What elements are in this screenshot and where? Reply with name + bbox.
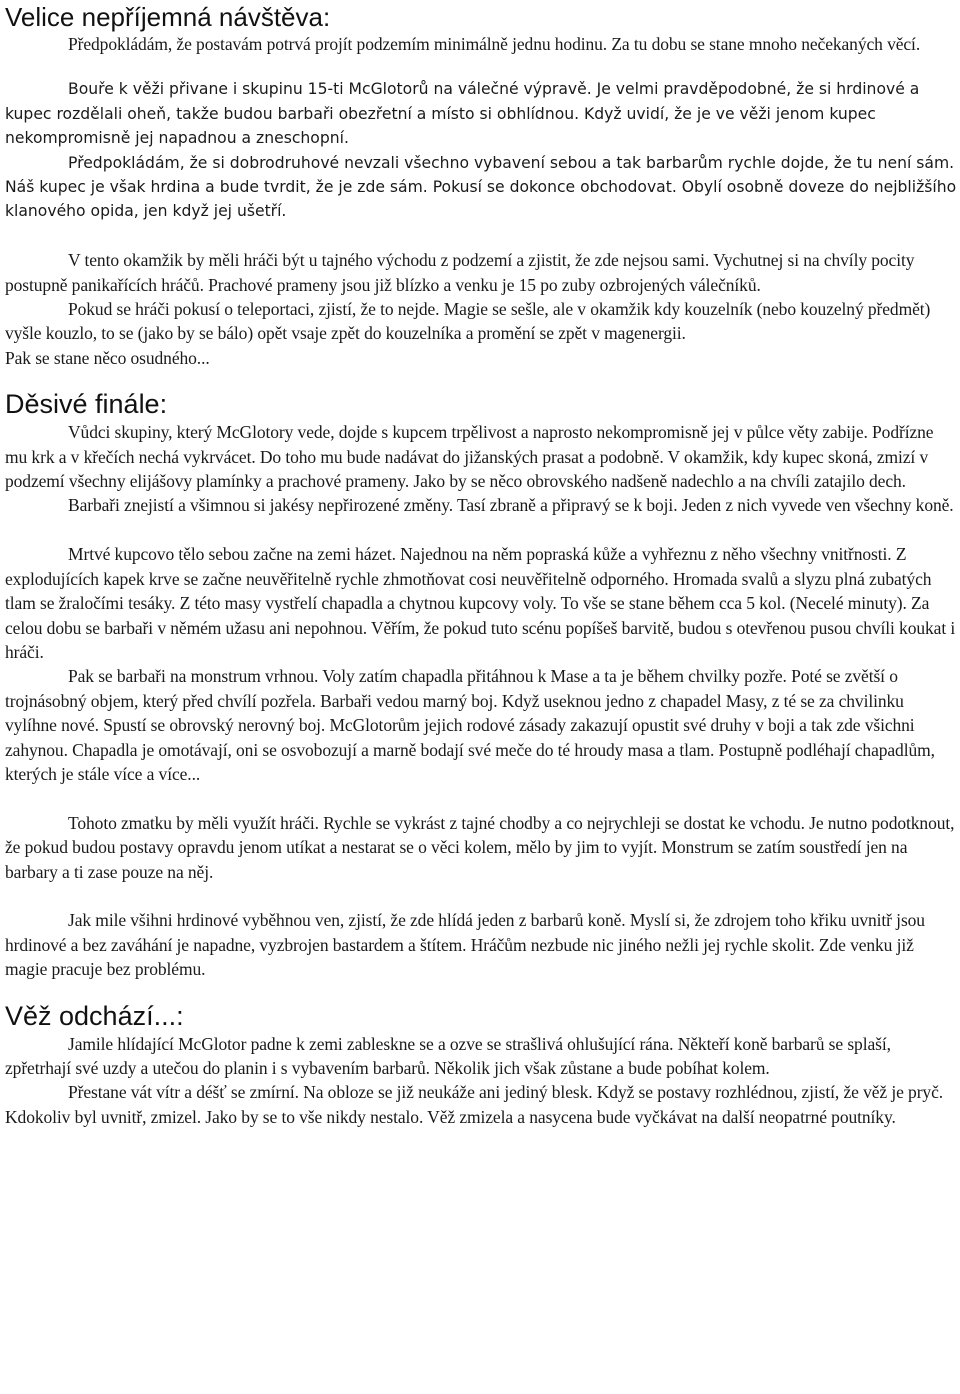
paragraph: Přestane vát vítr a déšť se zmírní. Na obloze se již neukáže ani jediný blesk. Když se postavy rozhlédnou, zjistí, že věž je pryč. Kdokoliv byl uvnitř, zmizel. Jako by se to vše nikdy nestalo. Věž zmizela a nasycena bude vyčkávat na další neopatrné poutníky. (5, 1082, 944, 1127)
paragraph: Pak se stane něco osudného... (5, 347, 210, 368)
paragraph: Předpokládám, že si dobrodruhové nevzali všechno vybavení sebou a tak barbarům rychle dojde, že tu není sám. Náš kupec je však hrdina a bude tvrdit, že je zde sám. Pokusí se dokonce obchodovat. Obylí osobně doveze do nejbližšího klanového opida, jen když jej ušetří. (5, 153, 957, 221)
paragraph: Vůdci skupiny, který McGlotory vede, dojde s kupcem trpělivost a naprosto nekompromisně jej v půlce věty zabije. Podřízne mu krk a v křečích nechá vykrvácet. Do toho mu bude nadávat do jižanských prasat a podobně. V okamžik, kdy kupec skoná, zmizí v podzemí všechny elijášovy plamínky a prachové prameny. Jako by se něco obrovského nadšeně nadechlo a na chvíli zatajilo dech. (5, 422, 934, 492)
paragraph: Mrtvé kupcovo tělo sebou začne na zemi házet. Najednou na něm popraská kůže a vyhřeznu z něho všechny vnitřnosti. Z explodujících kapek krve se začne neuvěřitelně rychle zhmotňovat cosi neuvěřitelně odporného. Hromada svalů a slyzu plná zubatých tlam se žraločími tesáky. Z této masy vystřelí chapadla a chytnou kupcovy voly. To vše se stane během cca 5 kol. (Necelé minuty). Za celou dobu se barbaři v němém užasu ani nepohnou. Věřím, že pokud tuto scénu popíšeš barvitě, budou s otevřenou pusou chvíli koukat i hráči. (5, 544, 956, 662)
paragraph: Barbaři znejistí a všimnou si jakésy nepřirozené změny. Tasí zbraně a připravý se k boji. Jeden z nich vyvede ven všechny koně. (68, 495, 954, 516)
paragraph: V tento okamžik by měli hráči být u tajného východu z podzemí a zjistit, že zde nejsou sami. Vychutnej si na chvíly pocity postupně panikařících hráčů. Prachové prameny jsou již blízko a venku je 15 po zuby ozbrojených válečníků. (5, 250, 915, 295)
paragraph: Pak se barbaři na monstrum vrhnou. Voly zatím chapadla přitáhnou k Mase a ta je během chvilky pozře. Poté se zvětší o trojnásobný objem, který před chvílí pozřela. Barbaři vedou marný boj. Když useknou jedno z chapadel Masy, z té se za chvilinku vylíhne nové. Spustí se obrovský nerovný boj. McGlotorům jejich rodové zásady zakazují opustit své druhy v boji a tak zde všichni zahynou. Chapadla je omotávají, oni se osvobozují a marně bodají své meče do té hroudy masa a tlam. Postupně podléhají chapadlům, kterých je stále více a více... (5, 666, 935, 784)
paragraph: Jak mile všihni hrdinové vyběhnou ven, zjistí, že zde hlídá jeden z barbarů koně. Myslí si, že zdrojem toho křiku uvnitř jsou hrdinové a bez zaváhání je napadne, vyzbrojen bastardem a štítem. Hráčům nezbude nic jiného nežli jej rychle skolit. Zde venku již magie pracuje bez problému. (5, 910, 925, 980)
spacer (5, 982, 957, 1000)
spacer (5, 786, 957, 810)
paragraph: Předpokládám, že postavám potrvá projít podzemím minimálně jednu hodinu. Za tu dobu se stane mnoho nečekaných věcí. (68, 34, 921, 54)
paragraph: Tohoto zmatku by měli využít hráči. Rychle se vykrást z tajné chodby a co nejrychleji se dostat ke vchodu. Je nutno podotknout, že pokud budou postavy opravdu jenom utíkat a nestarat se o věci kolem, mělo by jim to vyjít. Monstrum se zatím soustředí jen na barbary a ti zase pouze na něj. (5, 812, 955, 882)
section-heading-unpleasant-visit: Velice nepříjemná návštěva: (5, 2, 331, 32)
section-heading-horrible-finale: Děsivé finále: (5, 389, 168, 420)
spacer (5, 518, 957, 542)
spacer (5, 370, 957, 388)
document-page (5, 0, 957, 1129)
spacer (5, 56, 957, 77)
spacer (5, 224, 957, 248)
paragraph: Bouře k věži přivane i skupinu 15-ti McGlotorů na válečné výpravě. Je velmi pravděpodobné, že si hrdinové a kupec rozdělali oheň, takže budou barbaři obezřetní a místo si obhlídnou. Když uvidí, že je ve věži jenom kupec nekompromisně jej napadnou a zneschopní. (5, 80, 920, 148)
spacer (5, 884, 957, 908)
paragraph: Jamile hlídající McGlotor padne k zemi zableskne se a ozve se strašlivá ohlušující rána. Někteří koně barbarů se splaší, zpřetrhají své uzdy a utečou do planin i s vybavením barbarů. Několik jich však zůstane a bude pobíhat kolem. (5, 1033, 891, 1078)
section-heading-tower-leaves: Věž odchází...: (5, 1000, 184, 1031)
paragraph: Pokud se hráči pokusí o teleportaci, zjistí, že to nejde. Magie se sešle, ale v okamžik kdy kouzelník (nebo kouzelný předmět) vyšle kouzlo, to se (jako by se bálo) opět vsaje zpět do kouzelníka a promění se zpět v magenergii. (5, 299, 931, 344)
